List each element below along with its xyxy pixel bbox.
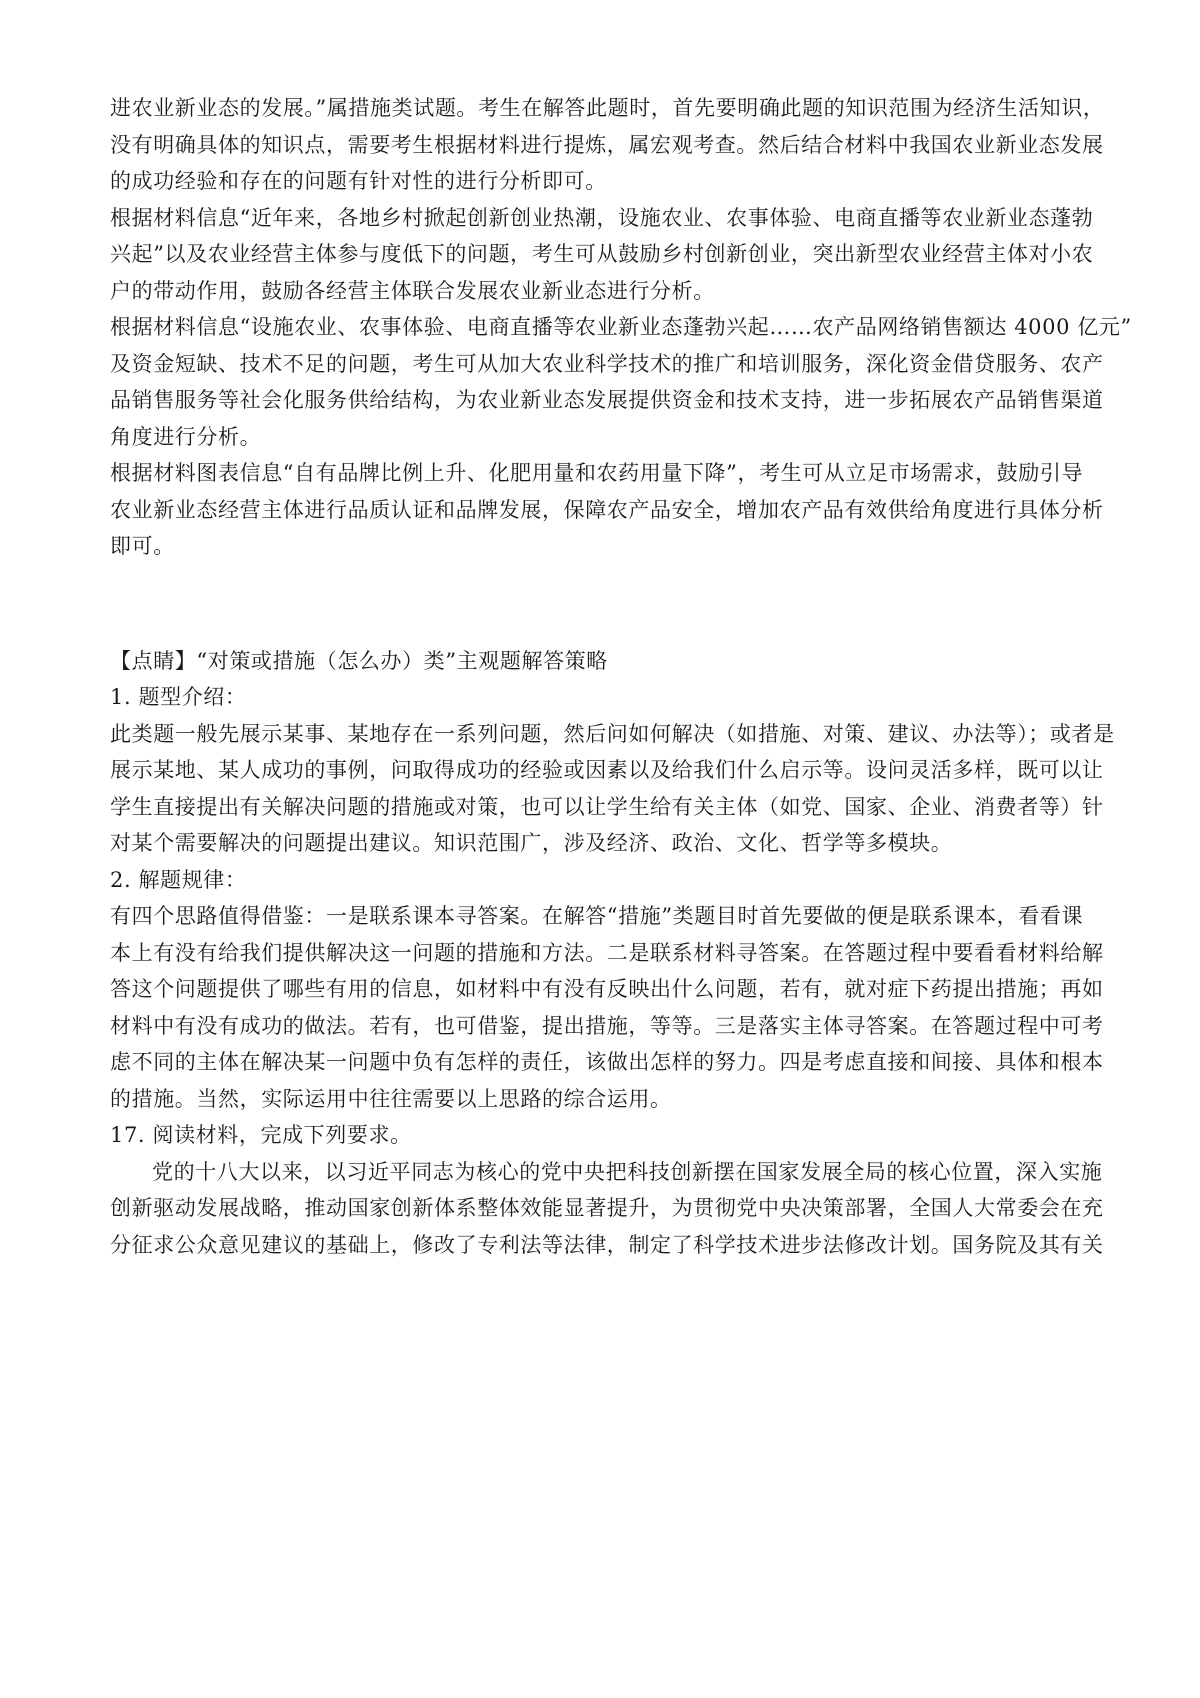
- material-line: 分征求公众意见建议的基础上，修改了专利法等法律，制定了科学技术进步法修改计划。国务院及其有关: [110, 1232, 1104, 1257]
- text-line: 即可。: [110, 534, 175, 558]
- text-line: 进农业新业态的发展。”属措施类试题。考生在解答此题时，首先要明确此题的知识范围为经济生活知识，: [110, 96, 1105, 120]
- analysis-paragraph-1: [110, 90, 1105, 200]
- text-line: 及资金短缺、技术不足的问题，考生可从加大农业科学技术的推广和培训服务，深化资金借贷服务、农产: [110, 351, 1104, 376]
- text-line: 答这个问题提供了哪些有用的信息，如材料中有没有反映出什么问题，若有，就对症下药提出措施；再如: [110, 977, 1104, 1001]
- text-line: 兴起”以及农业经营主体参与度低下的问题，考生可从鼓励乡村创新创业，突出新型农业经营主体对小农: [110, 242, 1094, 266]
- text-line: 的措施。当然，实际运用中往往需要以上思路的综合运用。: [110, 1086, 672, 1111]
- text-line: 根据材料信息“设施农业、农事体验、电商直播等农业新业态蓬勃兴起……农产品网络销售额达 4000 亿元”: [110, 315, 1132, 339]
- material-line: 党的十八大以来，以习近平同志为核心的党中央把科技创新摆在国家发展全局的核心位置，深入实施: [152, 1159, 1103, 1184]
- analysis-paragraph-4: [110, 455, 1104, 565]
- question-prompt: 17. 阅读材料，完成下列要求。: [110, 1123, 412, 1147]
- question-17: [110, 1117, 1104, 1263]
- text-line: 本上有没有给我们提供解决这一问题的措施和方法。二是联系材料寻答案。在答题过程中要看看材料给解: [110, 940, 1104, 965]
- text-line: 根据材料信息“近年来，各地乡村掀起创新创业热潮，设施农业、农事体验、电商直播等农业新业态蓬勃: [110, 205, 1094, 230]
- text-line: 有四个思路值得借鉴：一是联系课本寻答案。在解答“措施”类题目时首先要做的便是联系课本，看看课: [110, 904, 1084, 928]
- document-page: [110, 90, 1132, 1263]
- section-2-title: 2. 解题规律：: [110, 867, 247, 892]
- section-1-title: 1. 题型介绍：: [110, 685, 247, 709]
- text-line: 农业新业态经营主体进行品质认证和品牌发展，保障农产品安全，增加农产品有效供给角度进行具体分析: [110, 497, 1104, 522]
- text-line: 户的带动作用，鼓励各经营主体联合发展农业新业态进行分析。: [110, 278, 715, 303]
- analysis-paragraph-3: [110, 309, 1132, 455]
- tip-heading: 【点睛】“对策或措施（怎么办）类”主观题解答策略: [110, 648, 608, 673]
- text-line: 的成功经验和存在的问题有针对性的进行分析即可。: [110, 169, 607, 193]
- text-line: 学生直接提出有关解决问题的措施或对策，也可以让学生给有关主体（如党、国家、企业、消费者等）针: [110, 794, 1104, 819]
- text-line: 根据材料图表信息“自有品牌比例上升、化肥用量和农药用量下降”，考生可从立足市场需求，鼓励引导: [110, 461, 1084, 485]
- text-line: 此类题一般先展示某事、某地存在一系列问题，然后问如何解决（如措施、对策、建议、办法等）；或者是: [110, 721, 1115, 746]
- text-line: 品销售服务等社会化服务供给结构，为农业新业态发展提供资金和技术支持，进一步拓展农产品销售渠道: [110, 388, 1104, 412]
- analysis-paragraph-2: [110, 200, 1095, 310]
- text-line: 材料中有没有成功的做法。若有，也可借鉴，提出措施，等等。三是落实主体寻答案。在答题过程中可考: [110, 1013, 1104, 1038]
- text-line: 虑不同的主体在解决某一问题中负有怎样的责任，该做出怎样的努力。四是考虑直接和间接、具体和根本: [110, 1050, 1104, 1074]
- text-line: 对某个需要解决的问题提出建议。知识范围广，涉及经济、政治、文化、哲学等多模块。: [110, 831, 953, 855]
- tip-section: [110, 643, 1115, 1118]
- text-line: 角度进行分析。: [110, 424, 262, 449]
- section-spacer: [110, 565, 1095, 643]
- text-line: 没有明确具体的知识点，需要考生根据材料进行提炼，属宏观考查。然后结合材料中我国农业新业态发展: [110, 132, 1104, 157]
- material-line: 创新驱动发展战略，推动国家创新体系整体效能显著提升，为贯彻党中央决策部署，全国人大常委会在充: [110, 1196, 1104, 1220]
- text-line: 展示某地、某人成功的事例，问取得成功的经验或因素以及给我们什么启示等。设问灵活多样，既可以让: [110, 758, 1104, 782]
